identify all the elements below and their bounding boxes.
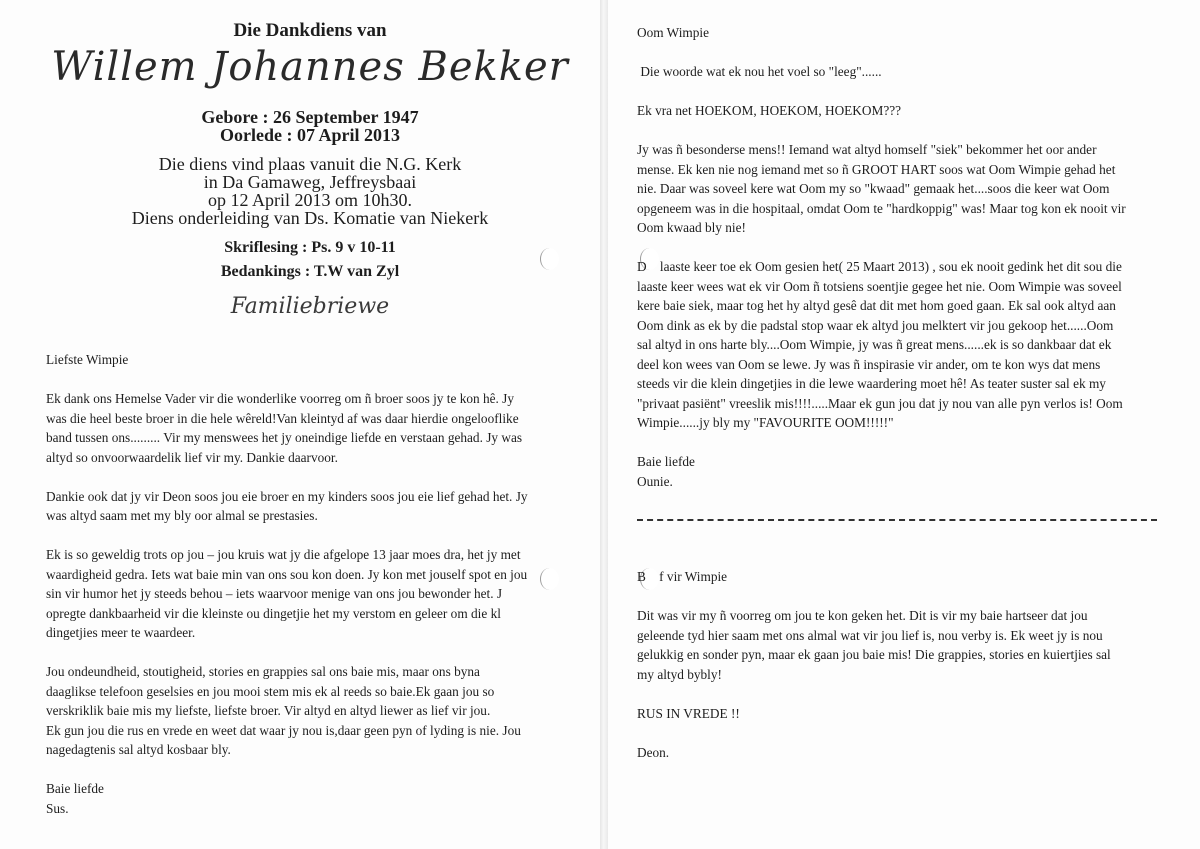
text-line: sin vir humor het jy steeds behou – iets waarvoor menige van ons jou bewonder het. J (46, 586, 503, 601)
text-line: daaglikse telefoon geselsies en jou mooi stem mis ek al reeds so baie.Ek gaan jou so (46, 683, 495, 699)
death-date: Oorlede : 07 April 2013 (220, 125, 400, 145)
thanks-giver: Bedankings : T.W van Zyl (220, 263, 400, 280)
text-line: mense. Ek ken nie nog iemand met so ñ GROOT HART soos wat Oom Wimpie gehad het (637, 161, 1116, 177)
letter-greeting: Liefste Wimpie (46, 352, 129, 367)
letter-deon (637, 567, 1172, 762)
text-line: Jou ondeundheid, stoutigheid, stories en grappies sal ons baie mis, maar ons byna (46, 664, 480, 679)
text-line: sal altyd in ons harte bly....Oom Wimpie, jy was ñ great mens......ek is so dankbaar dat ek (637, 337, 1112, 352)
service-line: Diens onderleiding van Ds. Komatie van Niekerk (131, 208, 489, 228)
text-line: Ek vra net HOEKOM, HOEKOM, HOEKOM??? (637, 103, 902, 118)
text-line: Dit was vir my ñ voorreg om jou te kon geken het. Dit is vir my baie hartseer dat jou (637, 608, 1088, 623)
life-dates (0, 108, 620, 144)
text-line: was die heel beste broer in die hele wêreld!Van kleintyd af was daar hierdie ongelooflike (46, 410, 519, 426)
letter-closing: Baie liefde (46, 781, 104, 796)
text-line: deel kon wees van Oom se lewe. Jy was ñ inspirasie vir ander, om te kon wys dat mens (637, 356, 1101, 372)
letter-signature: Ounie. (637, 473, 673, 489)
birth-date: Gebore : 26 September 1947 (201, 107, 419, 127)
text-line: Jy was ñ besonderse mens!! Iemand wat altyd homself "siek" bekommer het oor ander (637, 142, 1097, 157)
text-line: RUS IN VREDE !! (637, 705, 740, 721)
text-line: Die woorde wat ek nou het voel so "leeg"...... (637, 64, 882, 79)
text-line: Oom dink as ek by die padstal stop waar ek altyd jou melktert vir jou gekoop het......Oom (637, 317, 1114, 333)
text-line: altyd so onvoorwaardelik lief vir my. Dankie daarvoor. (46, 449, 338, 465)
text-line: Oom kwaad bly nie! (637, 220, 746, 235)
program-title: Die Dankdiens van (233, 20, 387, 41)
letter-greeting: Oom Wimpie (637, 25, 709, 40)
text-line: nagedagtenis sal altyd kosbaar bly. (46, 742, 231, 757)
text-line: nie. Daar was soveel kere wat Oom my so "kwaad" gemaak het....soos die keer wat Oom (637, 181, 1110, 196)
service-line: in Da Gamaweg, Jeffreysbaai (203, 172, 417, 192)
service-line: Die diens vind plaas vanuit die N.G. Kerk (158, 154, 462, 174)
text-line: was altyd saam met my bly oor almal se prestasies. (46, 508, 318, 523)
text-line: dingetjies meer te waardeer. (46, 625, 196, 640)
text-line: D laaste keer toe ek Oom gesien het( 25 Maart 2013) , sou ek nooit gedink het dit sou die (637, 259, 1122, 274)
punch-hole (540, 248, 559, 270)
text-line: gelukkig en sonder pyn, maar ek gaan jou baie mis! Die grappies, stories en kuiertjies sal (637, 647, 1111, 662)
scripture-reading: Skriflesing : Ps. 9 v 10-11 (224, 239, 396, 256)
text-line: Dankie ook dat jy vir Deon soos jou eie broer en my kinders soos jou eie lief gehad het. Jy (46, 488, 528, 504)
service-line: op 12 April 2013 om 10h30. (207, 190, 412, 210)
letter-signature: Sus. (46, 800, 69, 816)
text-line: laaste keer wees wat ek vir Oom ñ totsiens soentjie gegee het nie. Oom Wimpie was soveel (637, 278, 1122, 294)
text-line: "privaat pasiënt" vreeslik mis!!!!.....Maar ek gun jou dat jy nou van alle pyn verlos is! Oom (637, 395, 1123, 411)
letter-sus (46, 350, 576, 818)
readings (0, 236, 620, 284)
text-line: Wimpie......jy bly my "FAVOURITE OOM!!!!!" (637, 415, 894, 430)
text-line: steeds vir die klein dingetjies in die lewe waardering moet hê! As teater suster sal ek my (637, 376, 1106, 391)
letter-ounie (637, 23, 1172, 491)
letter-greeting: B f vir Wimpie (637, 569, 728, 584)
text-line: opgeneem was in die hospitaal, omdat Oom te "hardkoppig" was! Maar tog kon ek nooit vir (637, 200, 1126, 216)
text-line: band tussen ons......... Vir my menswees het jy oneindige liefde en verstaan gehad. Jy was (46, 430, 523, 445)
deceased-name: Willem Johannes Bekker (51, 44, 569, 90)
text-line: Ek is so geweldig trots op jou – jou kruis wat jy die afgelope 13 jaar moes dra, het jy met (46, 547, 521, 562)
text-line: my altyd bybly! (637, 666, 722, 682)
text-line: geleende tyd hier saam met ons almal wat vir jou lief is, nou verby is. Ek weet jy is nou (637, 627, 1103, 643)
service-details (0, 155, 620, 227)
text-line: verskriklik baie mis my liefste, liefste broer. Vir altyd en altyd liewer as lief vir jou. (46, 703, 491, 718)
letter-closing: Baie liefde (637, 454, 695, 469)
text-line: kere baie siek, maar tog het hy altyd gesê dat dit met hom goed gaan. Ek sal ook altyd aan (637, 298, 1116, 313)
text-line: opregte dankbaarheid vir die kleinste ou dingetjie het my verstom en geleer om die kl (46, 605, 501, 621)
letter-signature: Deon. (637, 744, 670, 760)
section-heading: Familiebriewe (230, 294, 390, 319)
text-line: Ek gun jou die rus en vrede en weet dat waar jy nou is,daar geen pyn of lyding is nie. Jou (46, 722, 521, 738)
separator-line (637, 519, 1157, 521)
text-line: Ek dank ons Hemelse Vader vir die wonderlike voorreg om ñ broer soos jy te kon hê. Jy (46, 391, 514, 406)
text-line: waardigheid gedra. Iets wat baie min van ons sou kon doen. Jy kon met jouself spot en jou (46, 566, 528, 582)
